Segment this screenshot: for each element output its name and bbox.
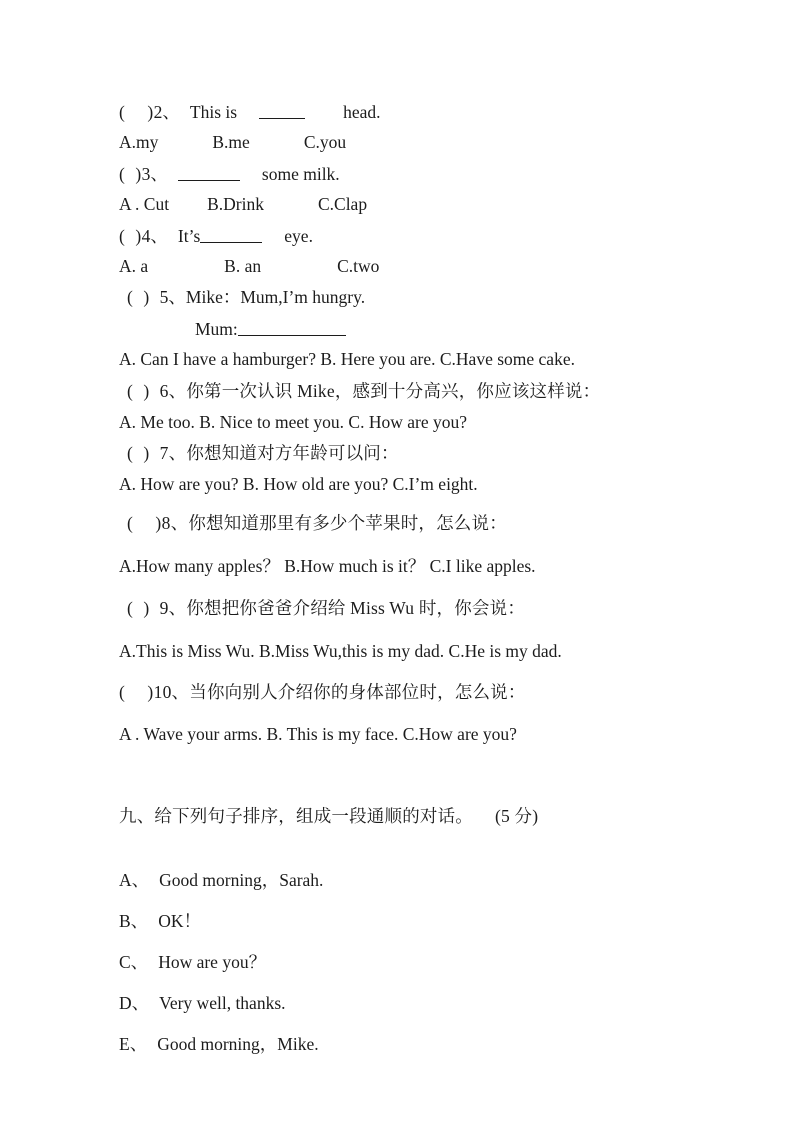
q4-number: 4、: [141, 225, 168, 246]
order-item-e-label: E、: [119, 1034, 148, 1054]
q5-reply-label: Mum:: [195, 318, 238, 339]
order-item-c-label: C、: [119, 952, 149, 972]
q5-speaker-line: Mike：Mum,I’m hungry.: [185, 287, 366, 307]
order-item-a-label: A、: [119, 870, 150, 890]
question-3-stem: [119, 165, 340, 183]
order-item-c-text: How are you？: [158, 952, 267, 972]
question-8-stem: [127, 515, 507, 533]
order-item-a[interactable]: [119, 872, 323, 890]
q9-answer-bracket[interactable]: ( ): [127, 598, 150, 618]
question-7-options[interactable]: A. How are you? B. How old are you? C.I’m eight.: [119, 474, 478, 494]
question-5-stem: [127, 289, 365, 307]
section-nine-title: 九、给下列句子排序，组成一段通顺的对话。: [119, 806, 473, 826]
q2-answer-blank[interactable]: [259, 103, 305, 119]
q9-stem-text: 你想把你爸爸介绍给 Miss Wu 时，你会说：: [186, 598, 526, 618]
q5-number: 5、: [159, 287, 186, 307]
q2-stem-after: head.: [343, 101, 381, 122]
order-item-d-label: D、: [119, 993, 150, 1013]
q3-answer-bracket[interactable]: ( ): [119, 163, 142, 184]
q9-number: 9、: [159, 598, 187, 618]
q8-answer-bracket[interactable]: ( ): [127, 513, 162, 533]
order-item-d-text: Very well, thanks.: [159, 993, 286, 1013]
q8-number: 8、: [161, 513, 189, 533]
order-item-b-text: OK！: [158, 911, 201, 931]
q4-stem-after: eye.: [284, 225, 313, 246]
question-9-stem: [127, 600, 525, 618]
q5-answer-bracket[interactable]: ( ): [127, 287, 150, 307]
question-2-stem: [119, 103, 381, 121]
q4-stem-before: It’s: [177, 225, 201, 246]
q4-answer-blank[interactable]: [200, 227, 262, 243]
q7-stem-text: 你想知道对方年龄可以问：: [186, 443, 399, 463]
q2-option-b[interactable]: B.me: [212, 132, 250, 152]
question-2-options: [119, 134, 346, 152]
question-6-options[interactable]: A. Me too. B. Nice to meet you. C. How are you?: [119, 412, 467, 432]
question-10-stem: [119, 684, 526, 702]
q6-number: 6、: [159, 381, 187, 401]
q3-option-c[interactable]: C.Clap: [317, 194, 368, 214]
q3-number: 3、: [141, 163, 168, 184]
section-nine-score: (5 分): [495, 806, 539, 826]
q4-option-a[interactable]: A. a: [119, 256, 149, 276]
order-item-a-text: Good morning，Sarah.: [159, 870, 324, 890]
q10-answer-bracket[interactable]: ( ): [119, 682, 154, 702]
question-10-options[interactable]: A . Wave your arms. B. This is my face. C.How are you?: [119, 724, 517, 744]
q6-answer-bracket[interactable]: ( ): [127, 381, 150, 401]
q7-number: 7、: [159, 443, 187, 463]
question-7-stem: [127, 445, 399, 463]
q2-stem-before: This is: [189, 101, 238, 122]
q8-stem-text: 你想知道那里有多少个苹果时，怎么说：: [188, 513, 507, 533]
q2-answer-bracket[interactable]: ( ): [119, 101, 154, 122]
order-item-b-label: B、: [119, 911, 149, 931]
q3-option-b[interactable]: B.Drink: [207, 194, 264, 214]
question-6-stem: [127, 383, 600, 401]
q2-option-a[interactable]: A.my: [119, 132, 159, 152]
section-nine-heading: [119, 808, 538, 826]
q3-answer-blank[interactable]: [178, 165, 240, 181]
q6-stem-text: 你第一次认识 Mike，感到十分高兴，你应该这样说：: [186, 381, 601, 401]
order-item-c[interactable]: [119, 954, 266, 972]
q3-stem-after: some milk.: [261, 163, 340, 184]
order-item-e-text: Good morning，Mike.: [157, 1034, 319, 1054]
q7-answer-bracket[interactable]: ( ): [127, 443, 150, 463]
question-4-stem: [119, 227, 313, 245]
order-item-b[interactable]: [119, 913, 201, 931]
order-item-d[interactable]: [119, 995, 286, 1013]
question-8-options[interactable]: A.How many apples？ B.How much is it？ C.I like apples.: [119, 556, 536, 576]
q10-stem-text: 当你向别人介绍你的身体部位时，怎么说：: [189, 682, 526, 702]
question-5-options[interactable]: A. Can I have a hamburger? B. Here you are. C.Have some cake.: [119, 349, 575, 369]
q2-number: 2、: [153, 101, 180, 122]
q4-answer-bracket[interactable]: ( ): [119, 225, 142, 246]
q4-option-b[interactable]: B. an: [224, 256, 262, 276]
question-4-options: [119, 258, 379, 276]
q3-option-a[interactable]: A . Cut: [119, 194, 170, 214]
question-9-options[interactable]: A.This is Miss Wu. B.Miss Wu,this is my dad. C.He is my dad.: [119, 641, 562, 661]
q10-number: 10、: [153, 682, 190, 702]
q2-option-c[interactable]: C.you: [303, 132, 347, 152]
question-3-options: [119, 196, 367, 214]
q4-option-c[interactable]: C.two: [337, 256, 380, 276]
question-5-reply: [195, 320, 346, 338]
q5-reply-blank[interactable]: [238, 320, 346, 336]
order-item-e[interactable]: [119, 1036, 319, 1054]
